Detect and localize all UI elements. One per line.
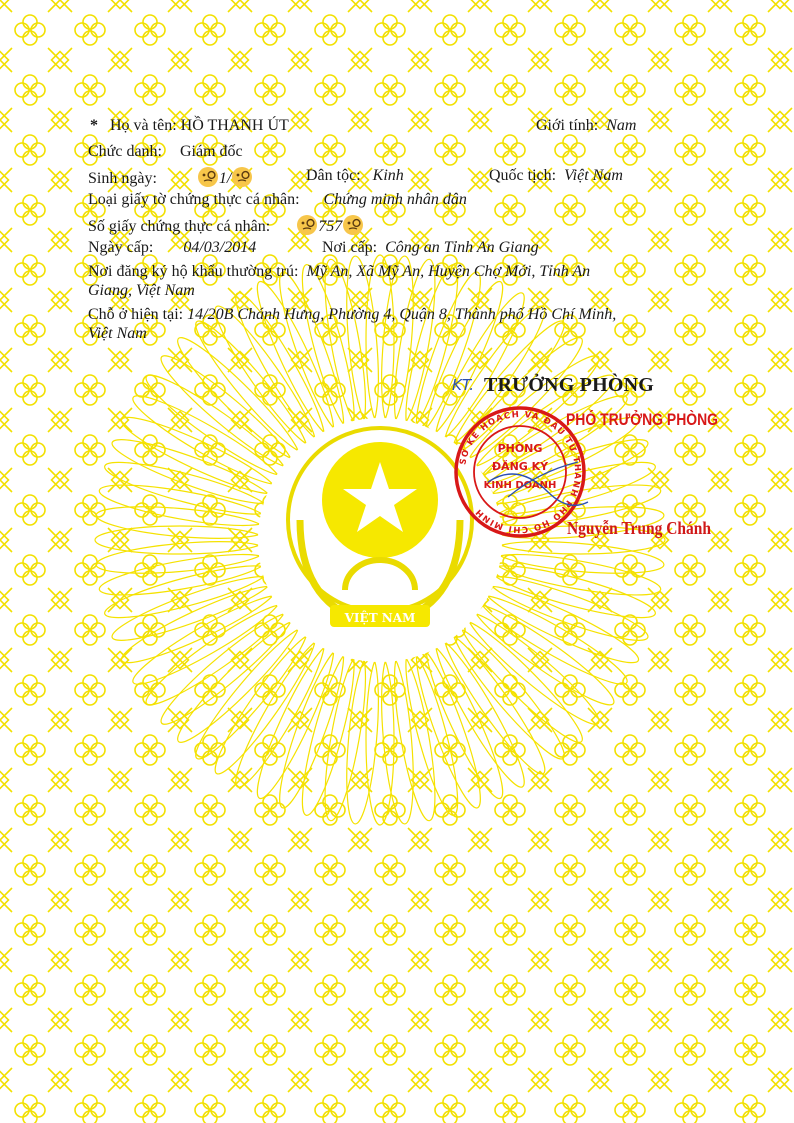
monocle-face-icon xyxy=(231,166,253,188)
issue-date-label: Ngày cấp: xyxy=(88,239,154,256)
name-value: HỒ THANH ÚT xyxy=(180,117,289,134)
gender-row xyxy=(536,116,636,135)
nationality-row xyxy=(489,166,623,185)
id-type-label: Loại giấy tờ chứng thực cá nhân: xyxy=(88,191,300,208)
current-label: Chỗ ở hiện tại: xyxy=(88,306,184,323)
issue-date-row xyxy=(88,238,256,257)
residence-value-1: Mỹ An, Xã Mỹ An, Huyện Chợ Mới, Tỉnh An xyxy=(306,263,591,280)
stamp-ring-text: SỞ KẾ HOẠCH VÀ ĐẦU TƯ THÀNH PHỐ HỒ CHÍ MINH xyxy=(458,409,583,535)
current-value-1: 14/20B Chánh Hưng, Phường 4, Quận 8, Thành phố Hồ Chí Minh, xyxy=(187,306,617,323)
dob-visible: 1/ xyxy=(218,170,232,187)
signer-name: Nguyễn Trung Chánh xyxy=(567,518,711,538)
monocle-face-icon xyxy=(296,214,318,236)
residence-value-2: Giang, Việt Nam xyxy=(88,282,195,299)
kt-initial: KT. xyxy=(452,376,474,394)
id-number-visible: 757 xyxy=(318,218,343,235)
title-row xyxy=(88,142,243,161)
name-label: Họ và tên: xyxy=(110,117,177,134)
head-title: TRƯỞNG PHÒNG xyxy=(484,374,654,396)
issue-place-label: Nơi cấp: xyxy=(322,239,378,256)
monocle-face-icon xyxy=(197,166,219,188)
id-type-value: Chứng minh nhân dân xyxy=(323,191,467,208)
nationality-label: Quốc tịch: xyxy=(489,167,557,184)
issue-place-row xyxy=(322,238,539,257)
title-label: Chức danh: xyxy=(88,143,162,160)
id-number-label: Số giấy chứng thực cá nhân: xyxy=(88,218,271,235)
ethnicity-row xyxy=(306,166,404,185)
residence-row xyxy=(88,262,590,281)
dob-label: Sinh ngày: xyxy=(88,170,157,187)
id-type-row xyxy=(88,190,467,209)
residence-label: Nơi đăng ký hộ khẩu thường trú: xyxy=(88,263,299,280)
nationality-value: Việt Nam xyxy=(564,167,623,184)
stamp-center-1: PHÒNG xyxy=(497,442,543,455)
current-value-2: Việt Nam xyxy=(88,325,147,342)
stamp-center-2: ĐĂNG KÝ xyxy=(491,460,549,473)
title-value: Giám đốc xyxy=(180,143,243,160)
deputy-title: PHÓ TRƯỞNG PHÒNG xyxy=(566,410,719,429)
ethnicity-label: Dân tộc: xyxy=(306,167,361,184)
dob-row xyxy=(88,166,253,188)
issue-date-value: 04/03/2014 xyxy=(183,239,257,256)
gender-label: Giới tính: xyxy=(536,117,599,134)
issue-place-value: Công an Tỉnh An Giang xyxy=(385,239,539,256)
ethnicity-value: Kinh xyxy=(372,167,404,184)
id-number-row xyxy=(88,214,364,236)
svg-text:VIỆT NAM: VIỆT NAM xyxy=(344,611,416,625)
monocle-face-icon xyxy=(342,214,364,236)
gender-value: Nam xyxy=(606,117,637,134)
name-row: * Họ và tên: HỒ THANH ÚT xyxy=(90,117,289,134)
stamp-center-3: KINH DOANH xyxy=(483,480,557,491)
current-address-row xyxy=(88,305,616,324)
